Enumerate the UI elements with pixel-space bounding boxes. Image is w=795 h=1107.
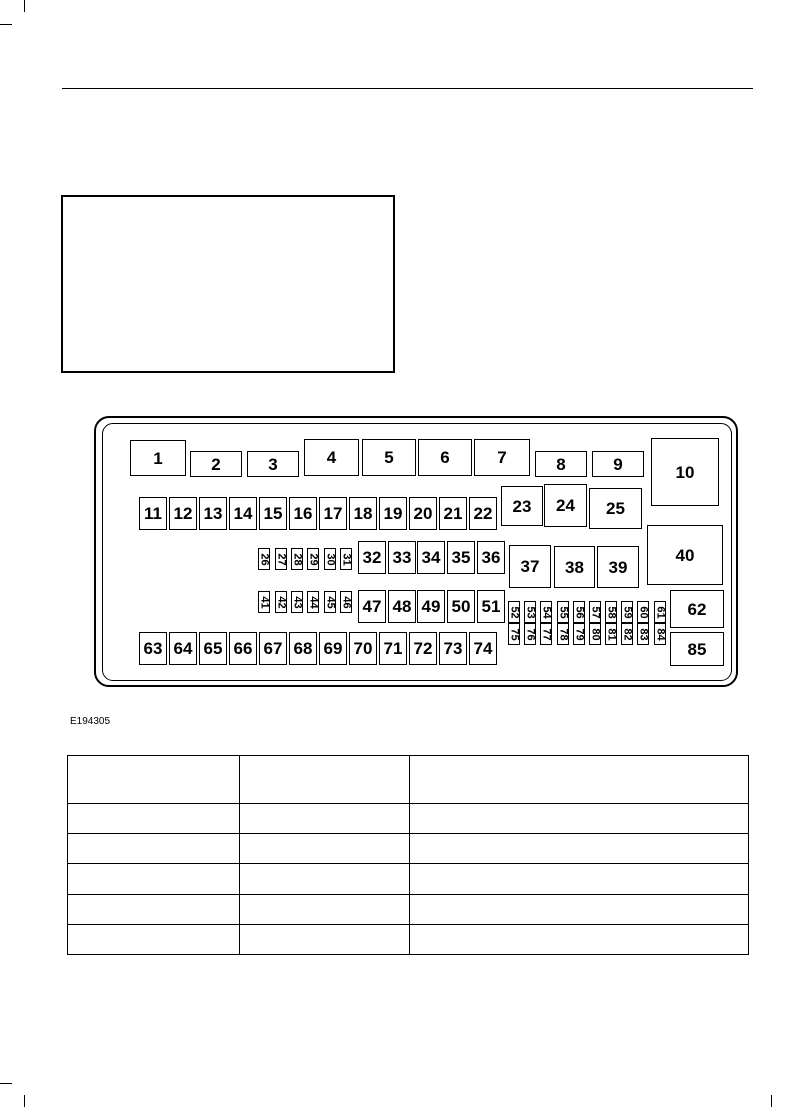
table-cell [410, 864, 749, 894]
fuse-20 [409, 497, 437, 530]
fuse-label: 7 [497, 448, 507, 467]
fuse-16 [289, 497, 317, 530]
fuse-55 [557, 601, 569, 623]
fuse-label: 63 [143, 639, 163, 658]
fuse-label: 22 [473, 504, 493, 523]
fuse-40 [647, 525, 723, 585]
crop-mark-bottom-left [0, 1083, 12, 1084]
fuse-label: 72 [413, 639, 433, 658]
fuse-43 [291, 591, 303, 613]
table-row [68, 894, 749, 924]
fuse-label: 58 [605, 605, 618, 619]
fuse-label: 82 [621, 627, 634, 641]
fuse-label: 77 [540, 627, 553, 641]
fuse-label: 38 [565, 557, 584, 577]
table-cell [410, 894, 749, 924]
fuse-84 [654, 623, 666, 645]
fuse-66 [229, 632, 257, 665]
fuse-label: 17 [323, 504, 343, 523]
fuse-label: 1 [153, 448, 163, 468]
fuse-80 [589, 623, 601, 645]
fuse-70 [349, 632, 377, 665]
fuse-76 [524, 623, 536, 645]
fuse-8 [535, 451, 587, 477]
fuse-label: 39 [608, 557, 628, 577]
fuse-68 [289, 632, 317, 665]
fuse-label: 26 [258, 552, 271, 566]
table-cell [240, 924, 410, 954]
fuse-47 [358, 590, 386, 623]
fuse-54 [540, 601, 552, 623]
fuse-50 [447, 590, 475, 623]
table-cell [240, 864, 410, 894]
fuse-26 [258, 548, 270, 570]
fuse-label: 20 [413, 504, 433, 523]
fuse-31 [340, 548, 352, 570]
fuse-71 [379, 632, 407, 665]
fuse-42 [275, 591, 287, 613]
fuse-67 [259, 632, 287, 665]
table-cell [410, 804, 749, 834]
fuse-label: 21 [443, 504, 463, 523]
fuse-19 [379, 497, 407, 530]
fuse-label: 4 [326, 448, 337, 467]
fuse-79 [573, 623, 585, 645]
fuse-44 [307, 591, 319, 613]
fuse-label: 62 [687, 599, 707, 619]
fuse-label: 41 [258, 595, 271, 609]
fuse-label: 68 [293, 639, 313, 658]
fuse-64 [169, 632, 197, 665]
fuse-label: 29 [307, 552, 320, 566]
fuse-label: 14 [233, 504, 253, 523]
fuse-label: 78 [557, 627, 570, 641]
fuse-label: 34 [421, 548, 441, 567]
table-cell [240, 834, 410, 864]
fuse-17 [319, 497, 347, 530]
fuse-45 [324, 591, 336, 613]
fuse-56 [573, 601, 585, 623]
fuse-3 [247, 451, 299, 477]
fuse-63 [139, 632, 167, 665]
fuse-label: 84 [654, 627, 667, 641]
fuse-label: 67 [263, 639, 283, 658]
fuse-77 [540, 623, 552, 645]
fuse-10 [651, 438, 719, 506]
fuse-29 [307, 548, 319, 570]
fuse-32 [358, 541, 386, 574]
fuse-label: 12 [173, 504, 193, 523]
fuse-label: 35 [451, 548, 471, 567]
fuse-label: 71 [383, 639, 403, 658]
fuse-label: 64 [173, 639, 193, 658]
fuse-41 [258, 591, 270, 613]
fuse-18 [349, 497, 377, 530]
fuse-table [67, 755, 749, 955]
fuse-69 [319, 632, 347, 665]
fuse-label: 66 [233, 639, 253, 658]
fuse-25 [589, 488, 642, 529]
fuse-82 [621, 623, 633, 645]
fuse-label: 11 [144, 504, 162, 523]
fuse-label: 36 [481, 548, 501, 567]
fuse-39 [597, 546, 639, 588]
fuse-22 [469, 497, 497, 530]
fuse-30 [324, 548, 336, 570]
fuse-label: 65 [203, 639, 223, 658]
fuse-label: 70 [353, 639, 373, 658]
fuse-label: 16 [293, 504, 313, 523]
crop-mark-bottom-left-vertical [24, 1095, 25, 1107]
fuse-85 [670, 632, 724, 666]
image-id: E194305 [70, 716, 111, 727]
table-cell [68, 894, 240, 924]
table-cell [240, 894, 410, 924]
fuse-27 [275, 548, 287, 570]
fuse-label: 48 [392, 597, 412, 616]
fuse-51 [477, 590, 505, 623]
fuse-61 [654, 601, 666, 623]
fuse-label: 79 [573, 627, 586, 641]
table-cell [410, 834, 749, 864]
fuse-label: 50 [451, 597, 471, 616]
fuse-28 [291, 548, 303, 570]
fuse-58 [605, 601, 617, 623]
fuse-78 [557, 623, 569, 645]
fuse-label: 43 [291, 595, 304, 609]
table-row [68, 804, 749, 834]
fuse-label: 44 [307, 595, 320, 609]
fuse-49 [417, 590, 445, 623]
table-cell [68, 864, 240, 894]
fuse-65 [199, 632, 227, 665]
fuse-label: 28 [291, 552, 304, 566]
fuse-label: 18 [353, 504, 373, 523]
fuse-label: 80 [589, 627, 602, 641]
fuse-2 [190, 451, 242, 477]
fuse-label: 19 [383, 504, 403, 523]
table-header-row [68, 756, 749, 804]
fuse-12 [169, 497, 197, 530]
fuse-label: 24 [556, 496, 575, 515]
fuse-label: 61 [654, 605, 667, 619]
table-cell [410, 924, 749, 954]
fuse-14 [229, 497, 257, 530]
fuse-4 [304, 439, 359, 476]
crop-mark-top-left-vertical [24, 0, 25, 12]
fuse-75 [508, 623, 520, 645]
fuse-62 [670, 590, 724, 628]
fuse-label: 52 [508, 605, 521, 619]
table-cell [240, 756, 410, 804]
fuse-83 [637, 623, 649, 645]
fuse-label: 45 [324, 595, 337, 609]
fuse-5 [362, 439, 416, 476]
fuse-1 [130, 440, 186, 476]
fuse-23 [501, 486, 543, 526]
fuse-11 [139, 497, 167, 530]
fuse-13 [199, 497, 227, 530]
table-cell [410, 756, 749, 804]
fuse-52 [508, 601, 520, 623]
fuse-label: 13 [203, 504, 223, 523]
fuse-37 [509, 545, 551, 588]
fuse-label: 9 [613, 454, 623, 474]
table-cell [68, 756, 240, 804]
table-row [68, 834, 749, 864]
fuse-label: 6 [440, 448, 450, 467]
crop-mark-top-left [0, 24, 12, 25]
fuse-label: 57 [589, 605, 602, 619]
fuse-label: 49 [421, 597, 441, 616]
table-cell [68, 834, 240, 864]
fuse-label: 5 [384, 448, 394, 467]
fuse-label: 69 [323, 639, 343, 658]
fuse-label: 81 [605, 627, 618, 641]
fuse-label: 30 [324, 552, 337, 566]
fuse-label: 37 [520, 557, 540, 576]
fuse-36 [477, 541, 505, 574]
fuse-label: 15 [263, 504, 283, 523]
fuse-label: 74 [473, 639, 493, 658]
fuse-21 [439, 497, 467, 530]
fuse-label: 75 [508, 627, 521, 641]
fuse-label: 8 [556, 454, 566, 474]
fuse-label: 76 [524, 627, 537, 641]
warning-box [61, 195, 395, 373]
fuse-label: 3 [268, 454, 278, 474]
fuse-label: 23 [512, 496, 532, 516]
fuse-24 [544, 484, 587, 527]
fuse-6 [418, 439, 472, 476]
table-cell [240, 804, 410, 834]
fuse-38 [554, 546, 595, 588]
fuse-15 [259, 497, 287, 530]
fuse-label: 10 [675, 462, 695, 482]
fuse-34 [417, 541, 445, 574]
fuse-label: 53 [524, 605, 537, 619]
fuse-9 [592, 451, 644, 477]
fuse-81 [605, 623, 617, 645]
fuse-label: 27 [275, 552, 288, 566]
table-row [68, 924, 749, 954]
fuse-33 [388, 541, 416, 574]
table-cell [68, 924, 240, 954]
fuse-label: 85 [687, 639, 707, 659]
fuse-label: 51 [481, 597, 501, 616]
fuse-label: 40 [675, 545, 695, 565]
fuse-label: 59 [621, 605, 634, 619]
fuse-label: 32 [362, 548, 382, 567]
fuse-59 [621, 601, 633, 623]
fuse-label: 2 [211, 454, 221, 474]
fuse-72 [409, 632, 437, 665]
fuse-label: 56 [573, 605, 586, 619]
fuse-label: 83 [637, 627, 650, 641]
fuse-label: 42 [275, 595, 288, 609]
fuse-74 [469, 632, 497, 665]
fuse-60 [637, 601, 649, 623]
fuse-label: 73 [443, 639, 463, 658]
fuse-label: 55 [557, 605, 570, 619]
fuse-73 [439, 632, 467, 665]
fuse-53 [524, 601, 536, 623]
header-rule [62, 88, 753, 89]
fuse-label: 33 [392, 548, 412, 567]
fuse-35 [447, 541, 475, 574]
table-cell [68, 804, 240, 834]
fuse-57 [589, 601, 601, 623]
fuse-46 [340, 591, 352, 613]
fuse-label: 25 [606, 499, 625, 518]
fuse-label: 31 [340, 552, 353, 566]
fuse-label: 60 [637, 605, 650, 619]
fuse-7 [474, 439, 530, 476]
table-row [68, 864, 749, 894]
fuse-label: 47 [362, 597, 382, 616]
fuse-label: 46 [340, 595, 353, 609]
fuse-48 [388, 590, 416, 623]
fuse-label: 54 [540, 605, 553, 619]
crop-mark-bottom-right-vertical [771, 1095, 772, 1107]
